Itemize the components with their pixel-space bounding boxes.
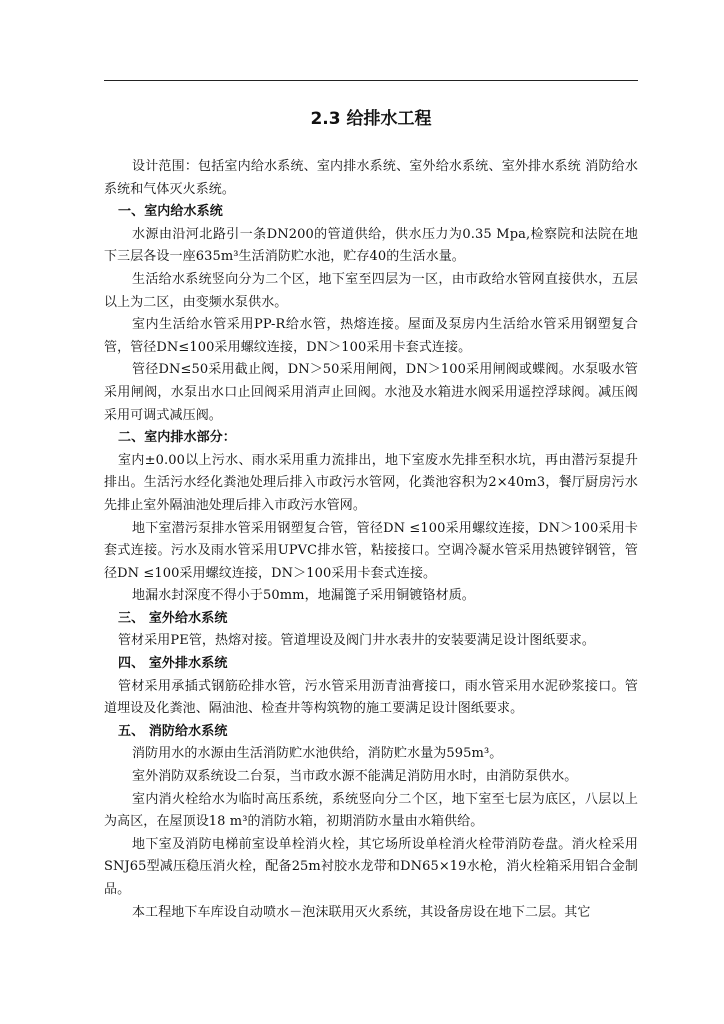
paragraph: 室内生活给水管采用PP-R给水管，热熔连接。屋面及泵房内生活给水管采用钢塑复合管，管径DN≤100采用螺纹连接，DN＞100采用卡套式连接。	[104, 317, 638, 355]
paragraph: 管材采用承插式钢筋砼排水管，污水管采用沥青油膏接口，雨水管采用水泥砂浆接口。管道埋设及化粪池、隔油池、检查井等构筑物的施工要满足设计图纸要求。	[104, 678, 638, 717]
paragraph: 地漏水封深度不得小于50mm，地漏篦子采用铜镀铬材质。	[132, 588, 475, 604]
section-heading: 一、室内给水系统	[118, 204, 223, 220]
paragraph: 管材采用PE管，热熔对接。管道埋设及阀门井水表井的安装要满足设计图纸要求。	[118, 633, 595, 649]
paragraph: 生活给水系统竖向分为二个区，地下室至四层为一区，由市政给水管网直接供水，五层以上为二区，由变频水泵供水。	[104, 271, 638, 310]
section-title: 2.3 给排水工程	[310, 109, 432, 129]
paragraph: 设计范围：包括室内给水系统、室内排水系统、室外给水系统、室外排水系统 消防给水系统和气体灭火系统。	[104, 159, 638, 197]
paragraph: 水源由沿河北路引一条DN200的管道供给，供水压力为0.35 Mpa,检察院和法院在地下三层各设一座635m³生活消防贮水池，贮存40的生活水量。	[104, 226, 638, 265]
document-body	[104, 156, 638, 924]
paragraph: 管径DN≤50采用截止阀，DN＞50采用闸阀，DN＞100采用闸阀或蝶阀。水泵吸水管采用闸阀，水泵出水口止回阀采用消声止回阀。水池及水箱进水阀采用遥控浮球阀。减压阀采用可调式减压阀。	[104, 362, 638, 423]
paragraph: 室外消防双系统设二台泵，当市政水源不能满足消防用水时，由消防泵供水。	[132, 769, 578, 785]
paragraph: 室内消火栓给水为临时高压系统，系统竖向分二个区，地下室至七层为底区，八层以上为高区，在屋顶设18 m³的消防水箱，初期消防水量由水箱供给。	[104, 791, 638, 830]
paragraph: 本工程地下车库设自动喷水－泡沫联用灭火系统，其设备房设在地下二层。其它	[132, 904, 591, 920]
paragraph: 地下室潜污泵排水管采用钢塑复合管，管径DN ≤100采用螺纹连接，DN＞100采用卡套式连接。污水及雨水管采用UPVC排水管，粘接接口。空调冷凝水管采用热镀锌钢管，管径DN ≤100采用螺纹连接，DN＞100采用卡套式连接。	[104, 520, 638, 581]
paragraph: 地下室及消防电梯前室设单栓消火栓，其它场所设单栓消火栓带消防卷盘。消火栓采用SNJ65型减压稳压消火栓，配备25m衬胶水龙带和DN65×19水枪，消火栓箱采用铝合金制品。	[104, 836, 638, 897]
section-heading: 三、 室外给水系统	[118, 610, 228, 626]
section-heading: 四、 室外排水系统	[118, 656, 228, 672]
section-heading: 二、室内排水部分：	[118, 430, 236, 446]
section-heading: 五、 消防给水系统	[118, 723, 228, 739]
paragraph: 消防用水的水源由生活消防贮水池供给，消防贮水量为595m³。	[132, 746, 503, 762]
paragraph: 室内±0.00以上污水、雨水采用重力流排出，地下室废水先排至积水坑，再由潜污泵提升排出。生活污水经化粪池处理后排入市政污水管网，化粪池容积为2×40m3，餐厅厨房污水先排止室外隔油池处理后排入市政污水管网。	[104, 452, 638, 513]
header-rule	[104, 80, 638, 81]
